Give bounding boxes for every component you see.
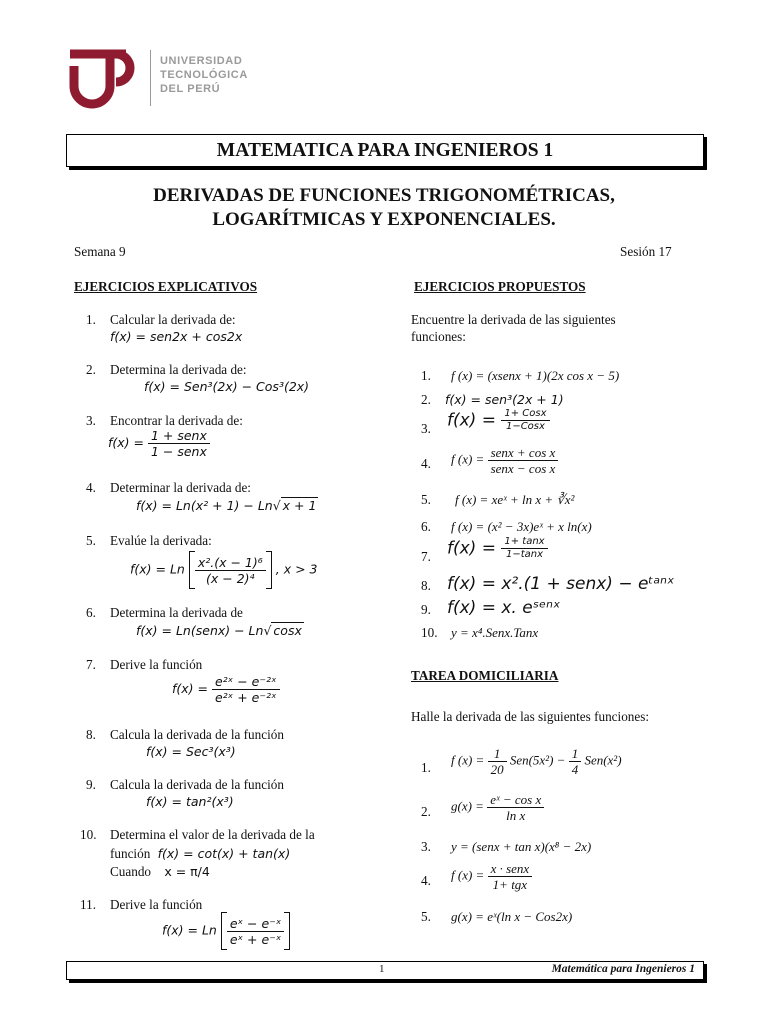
homework-intro: Halle la derivada de las siguientes funciones: — [411, 709, 650, 724]
fraction-numerator: eˣ − cos x — [487, 792, 544, 808]
left-item-6 — [86, 604, 243, 622]
page-number: 1 — [379, 963, 385, 975]
right-item-1 — [421, 367, 620, 385]
item-number: 3. — [421, 421, 431, 436]
item-number: 5. — [421, 492, 431, 507]
left-formula-7 — [172, 674, 280, 705]
formula — [451, 445, 558, 476]
item-number: 1. — [86, 312, 96, 327]
formula — [447, 536, 548, 561]
left-section-title: EJERCICIOS EXPLICATIVOS — [74, 279, 258, 294]
formula-text: g(x) = eˣ(ln x − Cos2x) — [451, 909, 573, 924]
logo-line-3: DEL PERÚ — [160, 83, 221, 95]
fraction-numerator: senx + cos x — [488, 445, 559, 461]
item-number: 7. — [421, 549, 431, 564]
item-number: 3. — [421, 839, 431, 854]
fraction-numerator: x².(x − 1)⁶ — [195, 555, 266, 571]
left-formula-5 — [130, 551, 317, 589]
formula-lhs: f(x) = — [172, 681, 208, 696]
right-intro-line-2: funciones: — [411, 329, 466, 344]
left-formula-6: f(x) = Ln(senx) − Ln√ cosx — [136, 623, 302, 638]
left-item-2 — [86, 361, 247, 379]
formula-text: f(x) = x. eˢᵉⁿˣ — [447, 598, 561, 618]
formula-text: Sen(x²) — [584, 752, 622, 768]
item-number: 3. — [86, 413, 96, 428]
right-item-10 — [421, 624, 539, 642]
item-text: Cuando — [110, 864, 152, 879]
fraction — [148, 428, 210, 459]
item-text: Calcula la derivada de la función — [110, 777, 284, 792]
homework-item-2 — [421, 792, 542, 823]
item-number: 7. — [86, 657, 96, 672]
utp-logo — [68, 44, 258, 114]
right-intro-line-1: Encuentre la derivada de las siguientes — [411, 312, 616, 327]
right-section-title: EJERCICIOS PROPUESTOS — [414, 279, 586, 294]
item-number: 10. — [80, 827, 97, 842]
right-item-5 — [421, 491, 575, 509]
item-text: Determina la derivada de: — [110, 362, 247, 377]
logo-divider — [150, 50, 151, 106]
fraction — [501, 536, 547, 561]
homework-item-1 — [421, 746, 622, 777]
item-number: 4. — [86, 480, 96, 495]
fraction — [227, 916, 285, 947]
formula-lhs: f (x) = — [451, 867, 485, 883]
fraction-denominator: 1+ tgx — [492, 877, 528, 892]
left-item-1 — [86, 311, 236, 329]
item-number: 8. — [86, 727, 96, 742]
left-item-10-line-2 — [110, 845, 290, 863]
item-number: 9. — [421, 602, 431, 617]
right-item-9 — [421, 598, 561, 619]
item-number: 5. — [86, 533, 96, 548]
heading-line-2: LOGARÍTMICAS Y EXPONENCIALES. — [212, 209, 556, 230]
formula-text: f(x) = cot(x) + tan(x) — [157, 846, 291, 861]
fraction-numerator: 1 — [488, 746, 507, 762]
fraction-numerator: x · senx — [488, 861, 533, 877]
condition: , x > 3 — [275, 561, 318, 577]
formula-text: f (x) = — [451, 752, 485, 768]
logo-wordmark — [160, 54, 248, 96]
fraction-numerator: 1 + senx — [148, 428, 210, 444]
formula-lhs: f(x) = Ln — [162, 922, 217, 938]
fraction-denominator: 1 − senx — [150, 444, 207, 459]
item-number: 1. — [421, 760, 431, 775]
homework-title: TAREA DOMICILIARIA — [411, 668, 559, 683]
item-number: 6. — [86, 605, 96, 620]
fraction-denominator: 1−tanx — [505, 549, 544, 560]
fraction-denominator: 1−Cosx — [505, 421, 545, 432]
left-item-10-line-3 — [110, 863, 210, 881]
fraction-denominator: senx − cos x — [490, 461, 556, 476]
item-number: 11. — [80, 897, 96, 912]
item-number: 2. — [421, 392, 431, 407]
fraction-numerator: 1+ tanx — [501, 536, 547, 549]
heading-line-1: DERIVADAS DE FUNCIONES TRIGONOMÉTRICAS, — [153, 185, 615, 206]
fraction — [569, 746, 582, 777]
left-item-5 — [86, 532, 212, 550]
fraction-numerator: 1 — [569, 746, 582, 762]
formula — [451, 746, 622, 777]
formula-text: f(x) = sen³(2x + 1) — [445, 392, 564, 407]
item-number: 2. — [86, 362, 96, 377]
left-item-7 — [86, 656, 203, 674]
logo-line-1: UNIVERSIDAD — [160, 55, 243, 67]
item-text: función — [110, 846, 151, 861]
formula-text: f(x) = Ln(x² + 1) − Ln — [136, 498, 273, 513]
left-item-11 — [80, 896, 203, 914]
formula — [455, 491, 574, 509]
sqrt-radicand: x + 1 — [282, 498, 317, 513]
formula-text: f(x) = Ln(senx) − Ln — [136, 623, 264, 638]
utp-emblem-icon — [68, 44, 154, 110]
footer — [66, 961, 704, 980]
left-formula-3 — [108, 428, 210, 459]
left-item-10 — [80, 826, 315, 844]
item-number: 6. — [421, 519, 431, 534]
right-item-2 — [421, 391, 564, 409]
item-text: Evalúe la derivada: — [110, 533, 212, 548]
formula-lhs: g(x) = — [451, 798, 484, 814]
item-number: 4. — [421, 873, 431, 888]
item-number: 8. — [421, 578, 431, 593]
item-text: Determina la derivada de — [110, 605, 243, 620]
left-formula-8: f(x) = Sec³(x³) — [146, 744, 236, 759]
formula-text: y = x⁴.Senx.Tanx — [451, 625, 539, 640]
fraction-numerator: 1+ Cosx — [501, 408, 549, 421]
right-item-3 — [421, 408, 547, 438]
left-formula-1: f(x) = sen2x + cos2x — [110, 329, 243, 344]
fraction-denominator: (x − 2)⁴ — [206, 570, 255, 586]
left-item-3 — [86, 412, 243, 430]
item-text: Derive la función — [110, 897, 203, 912]
formula-lhs: f(x) = Ln — [130, 561, 185, 577]
homework-item-4 — [421, 861, 530, 892]
fraction-denominator: 20 — [490, 762, 504, 777]
formula — [451, 792, 544, 823]
fraction-numerator: eˣ − e⁻ˣ — [227, 916, 285, 932]
item-number: 1. — [421, 368, 431, 383]
formula-lhs: f(x) = — [447, 538, 496, 559]
right-item-4 — [421, 445, 556, 476]
left-formula-4: f(x) = Ln(x² + 1) − Ln√ x + 1 — [136, 498, 317, 513]
formula-lhs: f(x) = — [108, 435, 144, 450]
item-number: 9. — [86, 777, 96, 792]
footer-title: Matemática para Ingenieros 1 — [551, 963, 695, 975]
fraction-denominator: e²ˣ + e⁻²ˣ — [214, 690, 277, 705]
formula-text: f (x) = (xsenx + 1)(2x cos x − 5) — [451, 368, 620, 383]
item-text: Determina el valor de la derivada de la — [110, 827, 315, 842]
logo-line-2: TECNOLÓGICA — [160, 69, 248, 81]
fraction-numerator: e²ˣ − e⁻²ˣ — [212, 674, 280, 690]
fraction-denominator: eˣ + e⁻ˣ — [229, 931, 282, 947]
left-item-9 — [86, 776, 284, 794]
item-text: Derive la función — [110, 657, 203, 672]
week-label: Semana 9 — [74, 244, 126, 259]
left-item-4 — [86, 479, 251, 497]
item-number: 2. — [421, 804, 431, 819]
cube-root: ∛x² — [556, 492, 575, 507]
formula-lhs: f(x) = — [447, 410, 496, 431]
item-number: 4. — [421, 456, 431, 471]
formula — [447, 408, 550, 433]
formula — [451, 861, 532, 892]
session-label: Sesión 17 — [620, 244, 672, 259]
left-formula-11 — [162, 912, 290, 950]
right-item-8 — [421, 574, 675, 595]
formula-text: f (x) = (x² − 3x)eˣ + x ln(x) — [451, 519, 592, 534]
formula-text: x = π/4 — [164, 864, 210, 879]
fraction — [488, 861, 533, 892]
fraction — [501, 408, 549, 433]
item-text: Encontrar la derivada de: — [110, 413, 243, 428]
fraction — [195, 555, 266, 586]
formula-text: f(x) = x².(1 + senx) − eᵗᵃⁿˣ — [447, 574, 675, 594]
right-item-6 — [421, 518, 592, 536]
fraction-denominator: ln x — [506, 808, 526, 823]
item-number: 5. — [421, 909, 431, 924]
right-item-7 — [421, 536, 545, 566]
course-title: MATEMATICA PARA INGENIEROS 1 — [66, 134, 704, 167]
fraction — [487, 792, 544, 823]
fraction — [488, 445, 559, 476]
homework-item-3 — [421, 838, 592, 856]
formula-text: y = (senx + tan x)(x⁸ − 2x) — [451, 839, 592, 854]
homework-item-5 — [421, 908, 573, 926]
item-text: Calcular la derivada de: — [110, 312, 236, 327]
formula-lhs: f (x) = — [451, 451, 485, 467]
item-text: Calcula la derivada de la función — [110, 727, 284, 742]
sqrt-radicand: cosx — [273, 623, 302, 638]
left-formula-9: f(x) = tan²(x³) — [146, 794, 234, 809]
formula-text: f (x) = xeˣ + ln x + — [455, 492, 557, 507]
left-formula-2: f(x) = Sen³(2x) − Cos³(2x) — [144, 379, 310, 394]
formula-text: Sen(5x²) − — [509, 752, 566, 768]
fraction-denominator: 4 — [571, 762, 579, 777]
fraction — [488, 746, 507, 777]
item-text: Determinar la derivada de: — [110, 480, 251, 495]
left-item-8 — [86, 726, 284, 744]
item-number: 10. — [421, 625, 438, 640]
fraction — [212, 674, 280, 705]
